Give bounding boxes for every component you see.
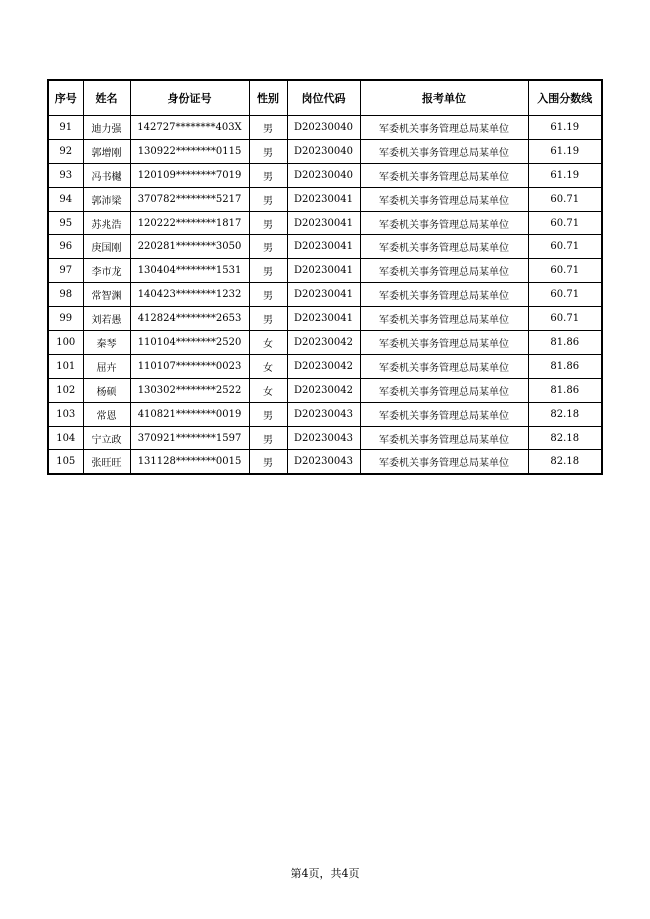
cell-gender: 男 [249,187,287,211]
cell-position-code: D20230040 [287,116,360,140]
cell-position-code: D20230041 [287,211,360,235]
header-cell-cutoff-score: 入围分数线 [528,80,602,116]
cell-index: 100 [48,331,83,355]
cell-id-number: 412824********2653 [130,307,249,331]
cell-id-number: 370921********1597 [130,426,249,450]
cell-cutoff-score: 60.71 [528,283,602,307]
cell-unit: 军委机关事务管理总局某单位 [360,426,528,450]
cell-position-code: D20230042 [287,378,360,402]
cell-cutoff-score: 61.19 [528,163,602,187]
cell-unit: 军委机关事务管理总局某单位 [360,163,528,187]
cell-gender: 男 [249,450,287,474]
table-row [48,187,602,211]
cell-cutoff-score: 60.71 [528,259,602,283]
cell-index: 104 [48,426,83,450]
cell-index: 99 [48,307,83,331]
cell-unit: 军委机关事务管理总局某单位 [360,235,528,259]
cell-position-code: D20230040 [287,139,360,163]
cell-gender: 男 [249,211,287,235]
cell-gender: 男 [249,426,287,450]
cell-position-code: D20230041 [287,235,360,259]
cell-name: 刘若愚 [83,307,130,331]
cell-name: 宁立政 [83,426,130,450]
cell-name: 李市龙 [83,259,130,283]
header-cell-gender: 性别 [249,80,287,116]
header-cell-id-number: 身份证号 [130,80,249,116]
cell-gender: 女 [249,331,287,355]
cell-name: 郭增刚 [83,139,130,163]
cell-unit: 军委机关事务管理总局某单位 [360,116,528,140]
cell-position-code: D20230042 [287,354,360,378]
cell-cutoff-score: 81.86 [528,354,602,378]
cell-index: 103 [48,402,83,426]
cell-id-number: 130302********2522 [130,378,249,402]
cell-unit: 军委机关事务管理总局某单位 [360,354,528,378]
cell-gender: 男 [249,116,287,140]
cell-cutoff-score: 61.19 [528,116,602,140]
cell-cutoff-score: 82.18 [528,426,602,450]
page-footer: 第4页，共4页 [290,867,360,880]
cell-name: 常智渊 [83,283,130,307]
table-row [48,163,602,187]
cell-name: 冯书樾 [83,163,130,187]
cell-index: 98 [48,283,83,307]
table-row [48,235,602,259]
cell-id-number: 110107********0023 [130,354,249,378]
cell-id-number: 410821********0019 [130,402,249,426]
cell-gender: 男 [249,283,287,307]
cell-cutoff-score: 60.71 [528,187,602,211]
cell-id-number: 110104********2520 [130,331,249,355]
table-row [48,283,602,307]
cell-index: 96 [48,235,83,259]
cell-name: 杨硕 [83,378,130,402]
cell-name: 张旺旺 [83,450,130,474]
cell-id-number: 370782********5217 [130,187,249,211]
table-row [48,211,602,235]
cell-unit: 军委机关事务管理总局某单位 [360,139,528,163]
cell-index: 97 [48,259,83,283]
cell-position-code: D20230040 [287,163,360,187]
cell-position-code: D20230041 [287,307,360,331]
cell-cutoff-score: 81.86 [528,378,602,402]
cell-index: 102 [48,378,83,402]
cell-name: 迪力强 [83,116,130,140]
cell-id-number: 140423********1232 [130,283,249,307]
table-row [48,139,602,163]
cell-index: 94 [48,187,83,211]
cell-id-number: 130922********0115 [130,139,249,163]
cell-index: 95 [48,211,83,235]
table-row [48,426,602,450]
cell-position-code: D20230041 [287,187,360,211]
cell-gender: 女 [249,354,287,378]
cell-position-code: D20230043 [287,426,360,450]
cell-unit: 军委机关事务管理总局某单位 [360,307,528,331]
cell-id-number: 131128********0015 [130,450,249,474]
cell-name: 屈卉 [83,354,130,378]
cell-unit: 军委机关事务管理总局某单位 [360,259,528,283]
roster-sheet [47,79,603,475]
cell-position-code: D20230041 [287,283,360,307]
cell-unit: 军委机关事务管理总局某单位 [360,378,528,402]
cell-index: 105 [48,450,83,474]
header-cell-position-code: 岗位代码 [287,80,360,116]
header-cell-unit: 报考单位 [360,80,528,116]
cell-name: 秦琴 [83,331,130,355]
table-row [48,116,602,140]
table-row [48,331,602,355]
cell-unit: 军委机关事务管理总局某单位 [360,331,528,355]
table-row [48,378,602,402]
cell-name: 苏兆浩 [83,211,130,235]
cell-cutoff-score: 60.71 [528,307,602,331]
cell-id-number: 130404********1531 [130,259,249,283]
cell-gender: 男 [249,307,287,331]
cell-cutoff-score: 60.71 [528,235,602,259]
table-row [48,450,602,474]
cell-index: 92 [48,139,83,163]
cell-gender: 男 [249,259,287,283]
cell-name: 庚国刚 [83,235,130,259]
table-row [48,259,602,283]
table-row [48,402,602,426]
table-header-row [48,80,602,116]
cell-cutoff-score: 61.19 [528,139,602,163]
cell-gender: 男 [249,402,287,426]
cell-id-number: 120222********1817 [130,211,249,235]
cell-gender: 女 [249,378,287,402]
table-row [48,307,602,331]
cell-cutoff-score: 82.18 [528,402,602,426]
cell-gender: 男 [249,163,287,187]
cell-position-code: D20230043 [287,402,360,426]
cell-position-code: D20230043 [287,450,360,474]
cell-cutoff-score: 60.71 [528,211,602,235]
cell-id-number: 120109********7019 [130,163,249,187]
cell-unit: 军委机关事务管理总局某单位 [360,187,528,211]
cell-unit: 军委机关事务管理总局某单位 [360,283,528,307]
cell-index: 101 [48,354,83,378]
cell-id-number: 142727********403X [130,116,249,140]
cell-unit: 军委机关事务管理总局某单位 [360,450,528,474]
cell-position-code: D20230041 [287,259,360,283]
header-cell-index: 序号 [48,80,83,116]
cell-gender: 男 [249,139,287,163]
cell-gender: 男 [249,235,287,259]
cell-cutoff-score: 82.18 [528,450,602,474]
cell-index: 93 [48,163,83,187]
table-row [48,354,602,378]
cell-id-number: 220281********3050 [130,235,249,259]
cell-unit: 军委机关事务管理总局某单位 [360,211,528,235]
cell-position-code: D20230042 [287,331,360,355]
candidate-table [47,79,603,475]
cell-name: 郭沛梁 [83,187,130,211]
cell-cutoff-score: 81.86 [528,331,602,355]
cell-unit: 军委机关事务管理总局某单位 [360,402,528,426]
cell-index: 91 [48,116,83,140]
header-cell-name: 姓名 [83,80,130,116]
cell-name: 常恩 [83,402,130,426]
